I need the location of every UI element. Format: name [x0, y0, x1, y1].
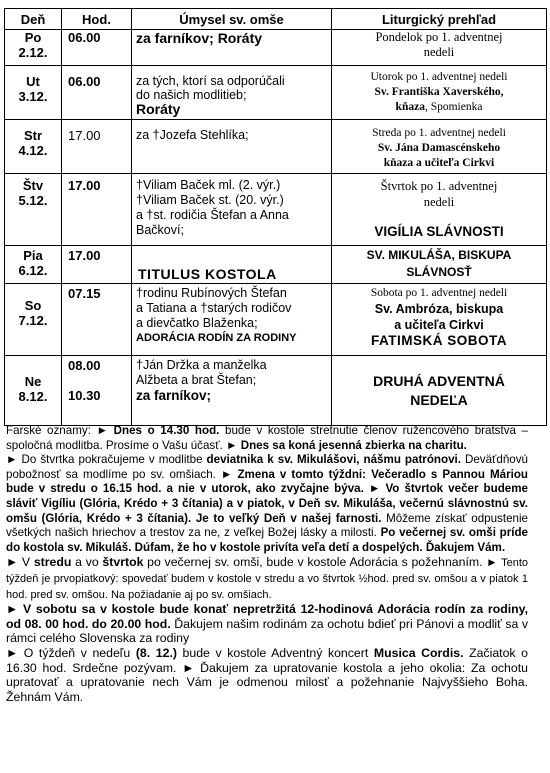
liturgy-line: Sobota po 1. adventnej nedeli: [370, 287, 508, 299]
intention-cell: [132, 30, 332, 66]
liturgy-line: Štvrtok po 1. adventnej: [380, 179, 498, 193]
intention-cell: [132, 120, 332, 174]
text: Vo štvrtok večer budeme sláviť Vigíliu (Glória, Krédo + 3 čítania) a v piatok, v Deň sv. Mikuláša, večernú slávnostnú sv. omšu (Glória, Krédo + 3 čítania). Je to veľký Deň v našej farnosti.: [6, 482, 529, 525]
header-intention: Úmysel sv. omše: [132, 9, 332, 30]
day-name: Ut: [26, 74, 40, 89]
text: Začiatok o 16.30 hod. Srdečne pozývam. ► Ďakujem za upratovanie kostola a jeho okolia: Za ochotu upratovať a upratovanie nech Vám je odmenou milosť a požehnanie Najvyššieho Boha. Žehnám Vám.: [6, 645, 528, 704]
intention-line: Bačkoví;: [136, 223, 184, 237]
day-date: 7.12.: [18, 313, 48, 328]
text: Tento týždeň je prvopiatkový: spovedať budem v kostole v stredu a vo štvrtok ½hod. pred sv. omšou a v piatok 1 hod. pred sv. omšou. Na požiadanie aj po sv. omšiach.: [6, 557, 529, 601]
liturgy-line: Streda po 1. adventnej nedeli: [372, 127, 506, 139]
liturgy-line: Sv. Jána Damascénskeho: [377, 142, 501, 154]
table-row: [5, 356, 547, 426]
text: ►: [363, 482, 386, 496]
intention-line: ADORÁCIA RODÍN ZA RODINY: [136, 332, 297, 344]
liturgy-line: VIGÍLIA SLÁVNOSTI: [374, 224, 504, 239]
intention-line: †Viliam Baček st. (20. výr.): [136, 193, 284, 207]
intention-line: a Tatiana a †starých rodičov: [136, 301, 292, 315]
header-liturgy: Liturgický prehľad: [332, 9, 547, 30]
intention-line: †Viliam Baček ml. (2. výr.): [136, 178, 281, 192]
text: ►: [6, 602, 23, 617]
table-row: [5, 30, 547, 66]
text: bude v kostole Adventný koncert: [176, 645, 374, 660]
liturgy-line: SV. MIKULÁŠA, BISKUPA: [366, 248, 512, 262]
liturgy-line: nedeli: [423, 45, 455, 59]
announcement-paragraph: [6, 646, 528, 704]
day-cell: [5, 356, 62, 426]
text: (8. 12.): [135, 645, 177, 660]
text: ►: [222, 438, 241, 452]
day-date: 3.12.: [18, 89, 48, 104]
table-row: [5, 66, 547, 120]
text: Večeradlo s Pannou Máriou bude v stredu o 16.15 hod. a nie v utorok, ako zvyčajne býva.: [6, 467, 528, 496]
liturgy-cell: [332, 30, 547, 66]
day-cell: [5, 120, 62, 174]
day-date: 8.12.: [18, 389, 48, 404]
liturgy-line: a učiteľa Cirkvi: [394, 318, 484, 332]
day-date: 6.12.: [18, 263, 48, 278]
announcement-paragraph: [6, 555, 528, 602]
liturgy-cell: [332, 66, 547, 120]
text: ► O týždeň v nedeľu: [6, 645, 136, 660]
liturgy-cell: [332, 120, 547, 174]
text: štvrtok: [102, 555, 144, 570]
day-cell: [5, 174, 62, 246]
hour-cell: 06.00: [62, 66, 132, 120]
day-name: Po: [24, 30, 42, 45]
text: a vo: [71, 555, 103, 570]
hour-cell: [62, 356, 132, 426]
hour-cell: 06.00: [62, 30, 132, 66]
text: deviatnika k sv. Mikulášovi, nášmu patrónovi.: [206, 453, 461, 467]
day-cell: [5, 66, 62, 120]
announcement-paragraph: [6, 453, 528, 555]
day-date: 2.12.: [18, 45, 48, 60]
day-name: So: [24, 298, 42, 313]
liturgy-line: Sv. Františka Xaverského,: [374, 86, 504, 98]
intention-line: †rodinu Rubínových Štefan: [136, 286, 287, 300]
announcement-paragraph: [6, 424, 528, 453]
liturgy-cell: [332, 356, 547, 426]
text: Dnes o 14.30 hod.: [113, 424, 220, 437]
text: Po večernej sv. omši príde do kostola sv. Mikuláš. Dúfam, že ho v kostole privíta veľa detí a dospelých. Ďakujem Vám.: [6, 526, 528, 554]
day-name: Str: [23, 128, 43, 143]
liturgy-line: NEDEĽA: [410, 391, 468, 408]
table-row: [5, 120, 547, 174]
day-cell: [5, 246, 62, 284]
text: V sobotu sa v kostole bude konať nepretržitá 12-hodinová Adorácia rodín za rodiny, od 08. 00 hod. do 20.00 hod.: [6, 602, 528, 631]
hour-line: 08.00: [68, 358, 101, 373]
text: Farské oznamy: ►: [6, 424, 114, 437]
text: Musica Cordis.: [373, 645, 464, 660]
day-cell: [5, 284, 62, 356]
liturgy-line: Sv. Ambróza, biskupa: [374, 302, 504, 316]
table-row: [5, 174, 547, 246]
text: Môžeme získať odpustenie všetkých našich hriechov a trestov za ne, z veľkej Božej lásky a milosti.: [6, 511, 528, 540]
announcement-paragraph: [6, 602, 528, 646]
intention-cell: [132, 174, 332, 246]
liturgy-line: kňaza a učiteľa Cirkvi: [383, 157, 495, 169]
intention-line: a †st. rodičia Štefan a Anna: [136, 208, 289, 222]
liturgy-cell: [332, 284, 547, 356]
intention-line: za †Jozefa Stehlíka;: [136, 128, 249, 142]
header-hour: Hod.: [62, 9, 132, 30]
intention-cell: [132, 66, 332, 120]
text: po večernej sv. omši, bude v kostole Adorácia s požehnaním.: [143, 555, 483, 570]
intention-line: za farníkov; Roráty: [136, 30, 263, 46]
text: ► V: [6, 555, 34, 570]
intention-line: Roráty: [136, 101, 181, 117]
day-date: 4.12.: [18, 143, 48, 158]
intention-cell: [132, 284, 332, 356]
liturgy-line: nedeli: [423, 195, 455, 209]
text: Zmena v tomto týždni:: [237, 467, 367, 481]
text: Ďakujem našim rodinám za ochotu bdieť pri Pánovi a modliť sa v rámci celého Slovenska za rodiny: [6, 616, 528, 646]
header-day: Deň: [5, 9, 62, 30]
table-row: [5, 284, 547, 356]
hour-cell: 17.00: [62, 120, 132, 174]
intention-line: †Ján Držka a manželka: [136, 358, 267, 372]
liturgy-line: kňaza: [395, 101, 425, 113]
day-date: 5.12.: [18, 193, 48, 208]
mass-schedule-table: [4, 8, 547, 426]
text: Deväťdňovú pobožnosť sa modlíme po sv. omšiach.: [6, 453, 528, 481]
intention-line: do našich modlitieb;: [136, 88, 247, 102]
day-name: Štv: [22, 178, 44, 193]
liturgy-line: SLÁVNOSŤ: [406, 265, 472, 279]
table-header-row: [5, 9, 547, 30]
hour-cell: 17.00: [62, 174, 132, 246]
day-cell: [5, 30, 62, 66]
intention-line: za farníkov;: [136, 388, 212, 403]
text: ►: [482, 556, 502, 570]
liturgy-cell: [332, 246, 547, 284]
hour-line: 10.30: [68, 388, 101, 403]
liturgy-line: DRUHÁ ADVENTNÁ: [373, 372, 505, 389]
liturgy-line: , Spomienka: [424, 101, 483, 113]
liturgy-line: FATIMSKÁ SOBOTA: [371, 333, 507, 348]
liturgy-cell: [332, 174, 547, 246]
hour-cell: 07.15: [62, 284, 132, 356]
intention-line: a dievčatko Blaženka;: [136, 316, 258, 330]
text: stredu: [33, 555, 72, 570]
text: ► Do štvrtka pokračujeme v modlitbe: [6, 453, 207, 467]
hour-cell: 17.00: [62, 246, 132, 284]
liturgy-line: Pondelok po 1. adventnej: [375, 30, 503, 44]
intention-cell: [132, 356, 332, 426]
liturgy-line: Utorok po 1. adventnej nedeli: [370, 71, 508, 83]
text: Dnes sa koná jesenná zbierka na charitu.: [240, 438, 467, 452]
text: ►: [215, 467, 238, 481]
parish-announcements: [6, 424, 528, 704]
day-name: Pia: [23, 248, 43, 263]
intention-cell: TITULUS KOSTOLA: [132, 246, 332, 284]
intention-line: za tých, ktorí sa odporúčali: [136, 74, 285, 88]
intention-line: Alžbeta a brat Štefan;: [136, 373, 257, 387]
text: bude v kostole stretnutie členov ružencového bratstva – spoločná modlitba. Prosíme o Vašu účasť.: [6, 424, 529, 452]
day-name: Ne: [24, 374, 42, 389]
table-row: [5, 246, 547, 284]
